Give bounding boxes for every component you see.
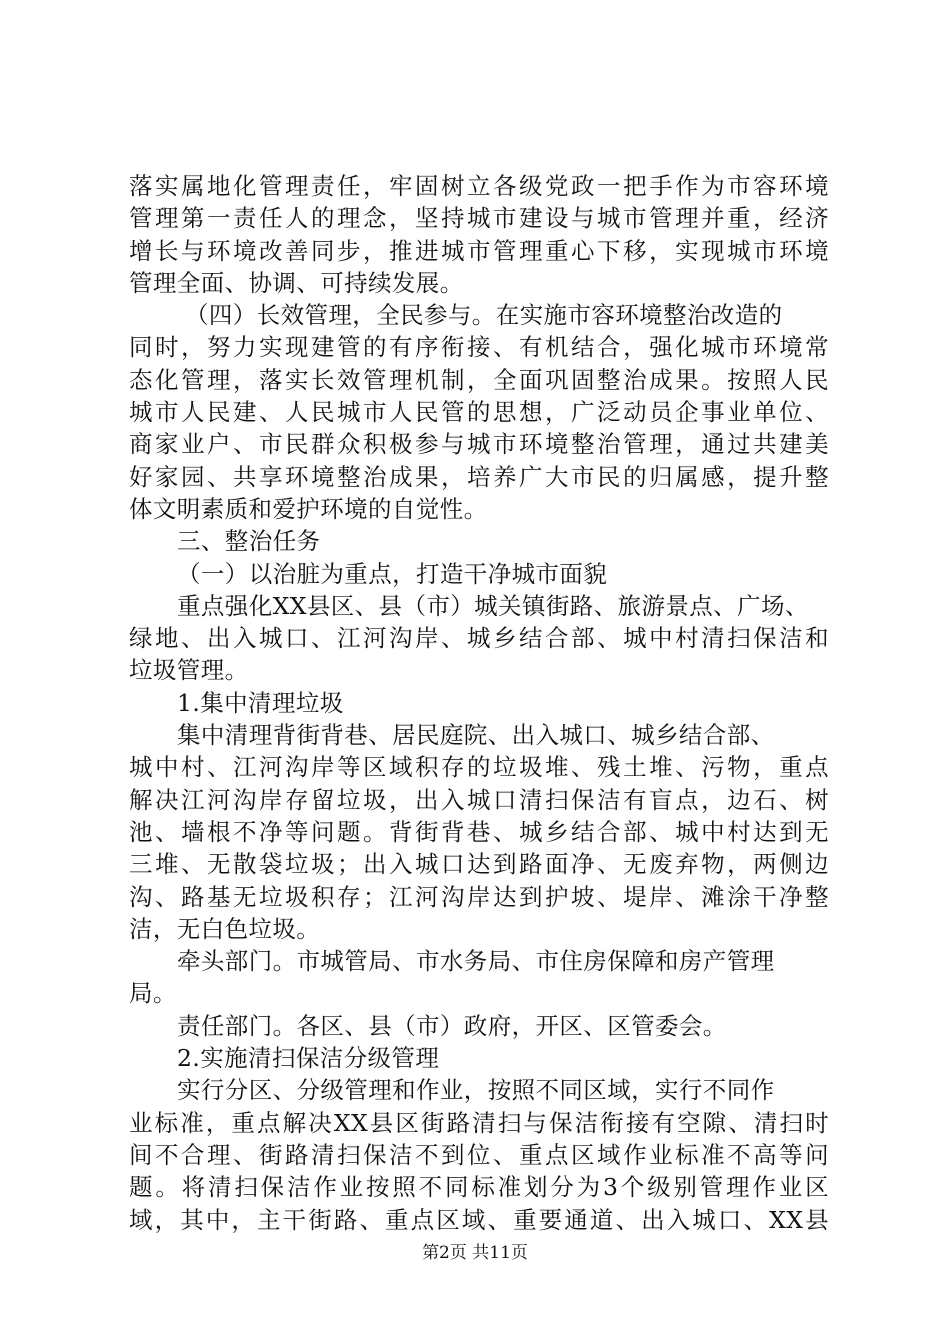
- text-line: 1.集中清理垃圾: [177, 688, 344, 717]
- text-line: 池、墙根不净等问题。背街背巷、城乡结合部、城中村达到无: [129, 817, 829, 846]
- text-line: 三、整治任务: [177, 527, 321, 556]
- text-line: 好家园、共享环境整治成果，培养广大市民的归属感，提升整: [129, 462, 829, 491]
- text-line: 题。将清扫保洁作业按照不同标准划分为3个级别管理作业区: [129, 1173, 829, 1202]
- text-line: 同时，努力实现建管的有序衔接、有机结合，强化城市环境常: [129, 333, 829, 362]
- text-line: 解决江河沟岸存留垃圾，出入城口清扫保洁有盲点，边石、树: [129, 785, 829, 814]
- text-line: （一）以治脏为重点，打造干净城市面貌: [177, 559, 608, 588]
- text-line: 商家业户、市民群众积极参与城市环境整治管理，通过共建美: [129, 430, 829, 459]
- text-line: 重点强化XX县区、县（市）城关镇街路、旅游景点、广场、: [177, 591, 809, 620]
- text-line: 2.实施清扫保洁分级管理: [177, 1044, 440, 1073]
- text-line: 城市人民建、人民城市人民管的思想，广泛动员企事业单位、: [129, 398, 829, 427]
- text-line: 三堆、无散袋垃圾；出入城口达到路面净、无废弃物，两侧边: [129, 850, 829, 879]
- text-line: 垃圾管理。: [129, 656, 249, 685]
- text-line: 集中清理背街背巷、居民庭院、出入城口、城乡结合部、: [177, 721, 775, 750]
- text-line: 管理第一责任人的理念，坚持城市建设与城市管理并重，经济: [129, 204, 829, 233]
- text-line: 沟、路基无垃圾积存；江河沟岸达到护坡、堤岸、滩涂干净整: [129, 882, 829, 911]
- text-line: 洁，无白色垃圾。: [129, 914, 321, 943]
- text-line: 增长与环境改善同步，推进城市管理重心下移，实现城市环境: [129, 236, 829, 265]
- text-line: 态化管理，落实长效管理机制，全面巩固整治成果。按照人民: [129, 365, 829, 394]
- page-footer: 第2页 共11页: [422, 1243, 528, 1263]
- text-line: （四）长效管理，全民参与。在实施市容环境整治改造的: [185, 301, 783, 330]
- text-line: 绿地、出入城口、江河沟岸、城乡结合部、城中村清扫保洁和: [129, 624, 829, 653]
- document-body: [129, 170, 829, 1236]
- text-line: 责任部门。各区、县（市）政府，开区、区管委会。: [177, 1011, 727, 1040]
- text-line: 落实属地化管理责任，牢固树立各级党政一把手作为市容环境: [129, 172, 829, 200]
- text-line: 牵头部门。市城管局、市水务局、市住房保障和房产管理: [177, 947, 775, 976]
- text-line: 业标准，重点解决XX县区街路清扫与保洁衔接有空隙、清扫时: [129, 1108, 829, 1137]
- text-line: 体文明素质和爱护环境的自觉性。: [129, 494, 488, 523]
- text-line: 实行分区、分级管理和作业，按照不同区域，实行不同作: [177, 1076, 775, 1105]
- text-line: 间不合理、街路清扫保洁不到位、重点区域作业标准不高等问: [129, 1140, 829, 1169]
- text-line: 城中村、江河沟岸等区域积存的垃圾堆、残土堆、污物，重点: [129, 753, 829, 782]
- text-line: 域，其中，主干街路、重点区域、重要通道、出入城口、XX县: [129, 1205, 829, 1234]
- text-line: 管理全面、协调、可持续发展。: [129, 268, 464, 297]
- text-line: 局。: [129, 979, 177, 1008]
